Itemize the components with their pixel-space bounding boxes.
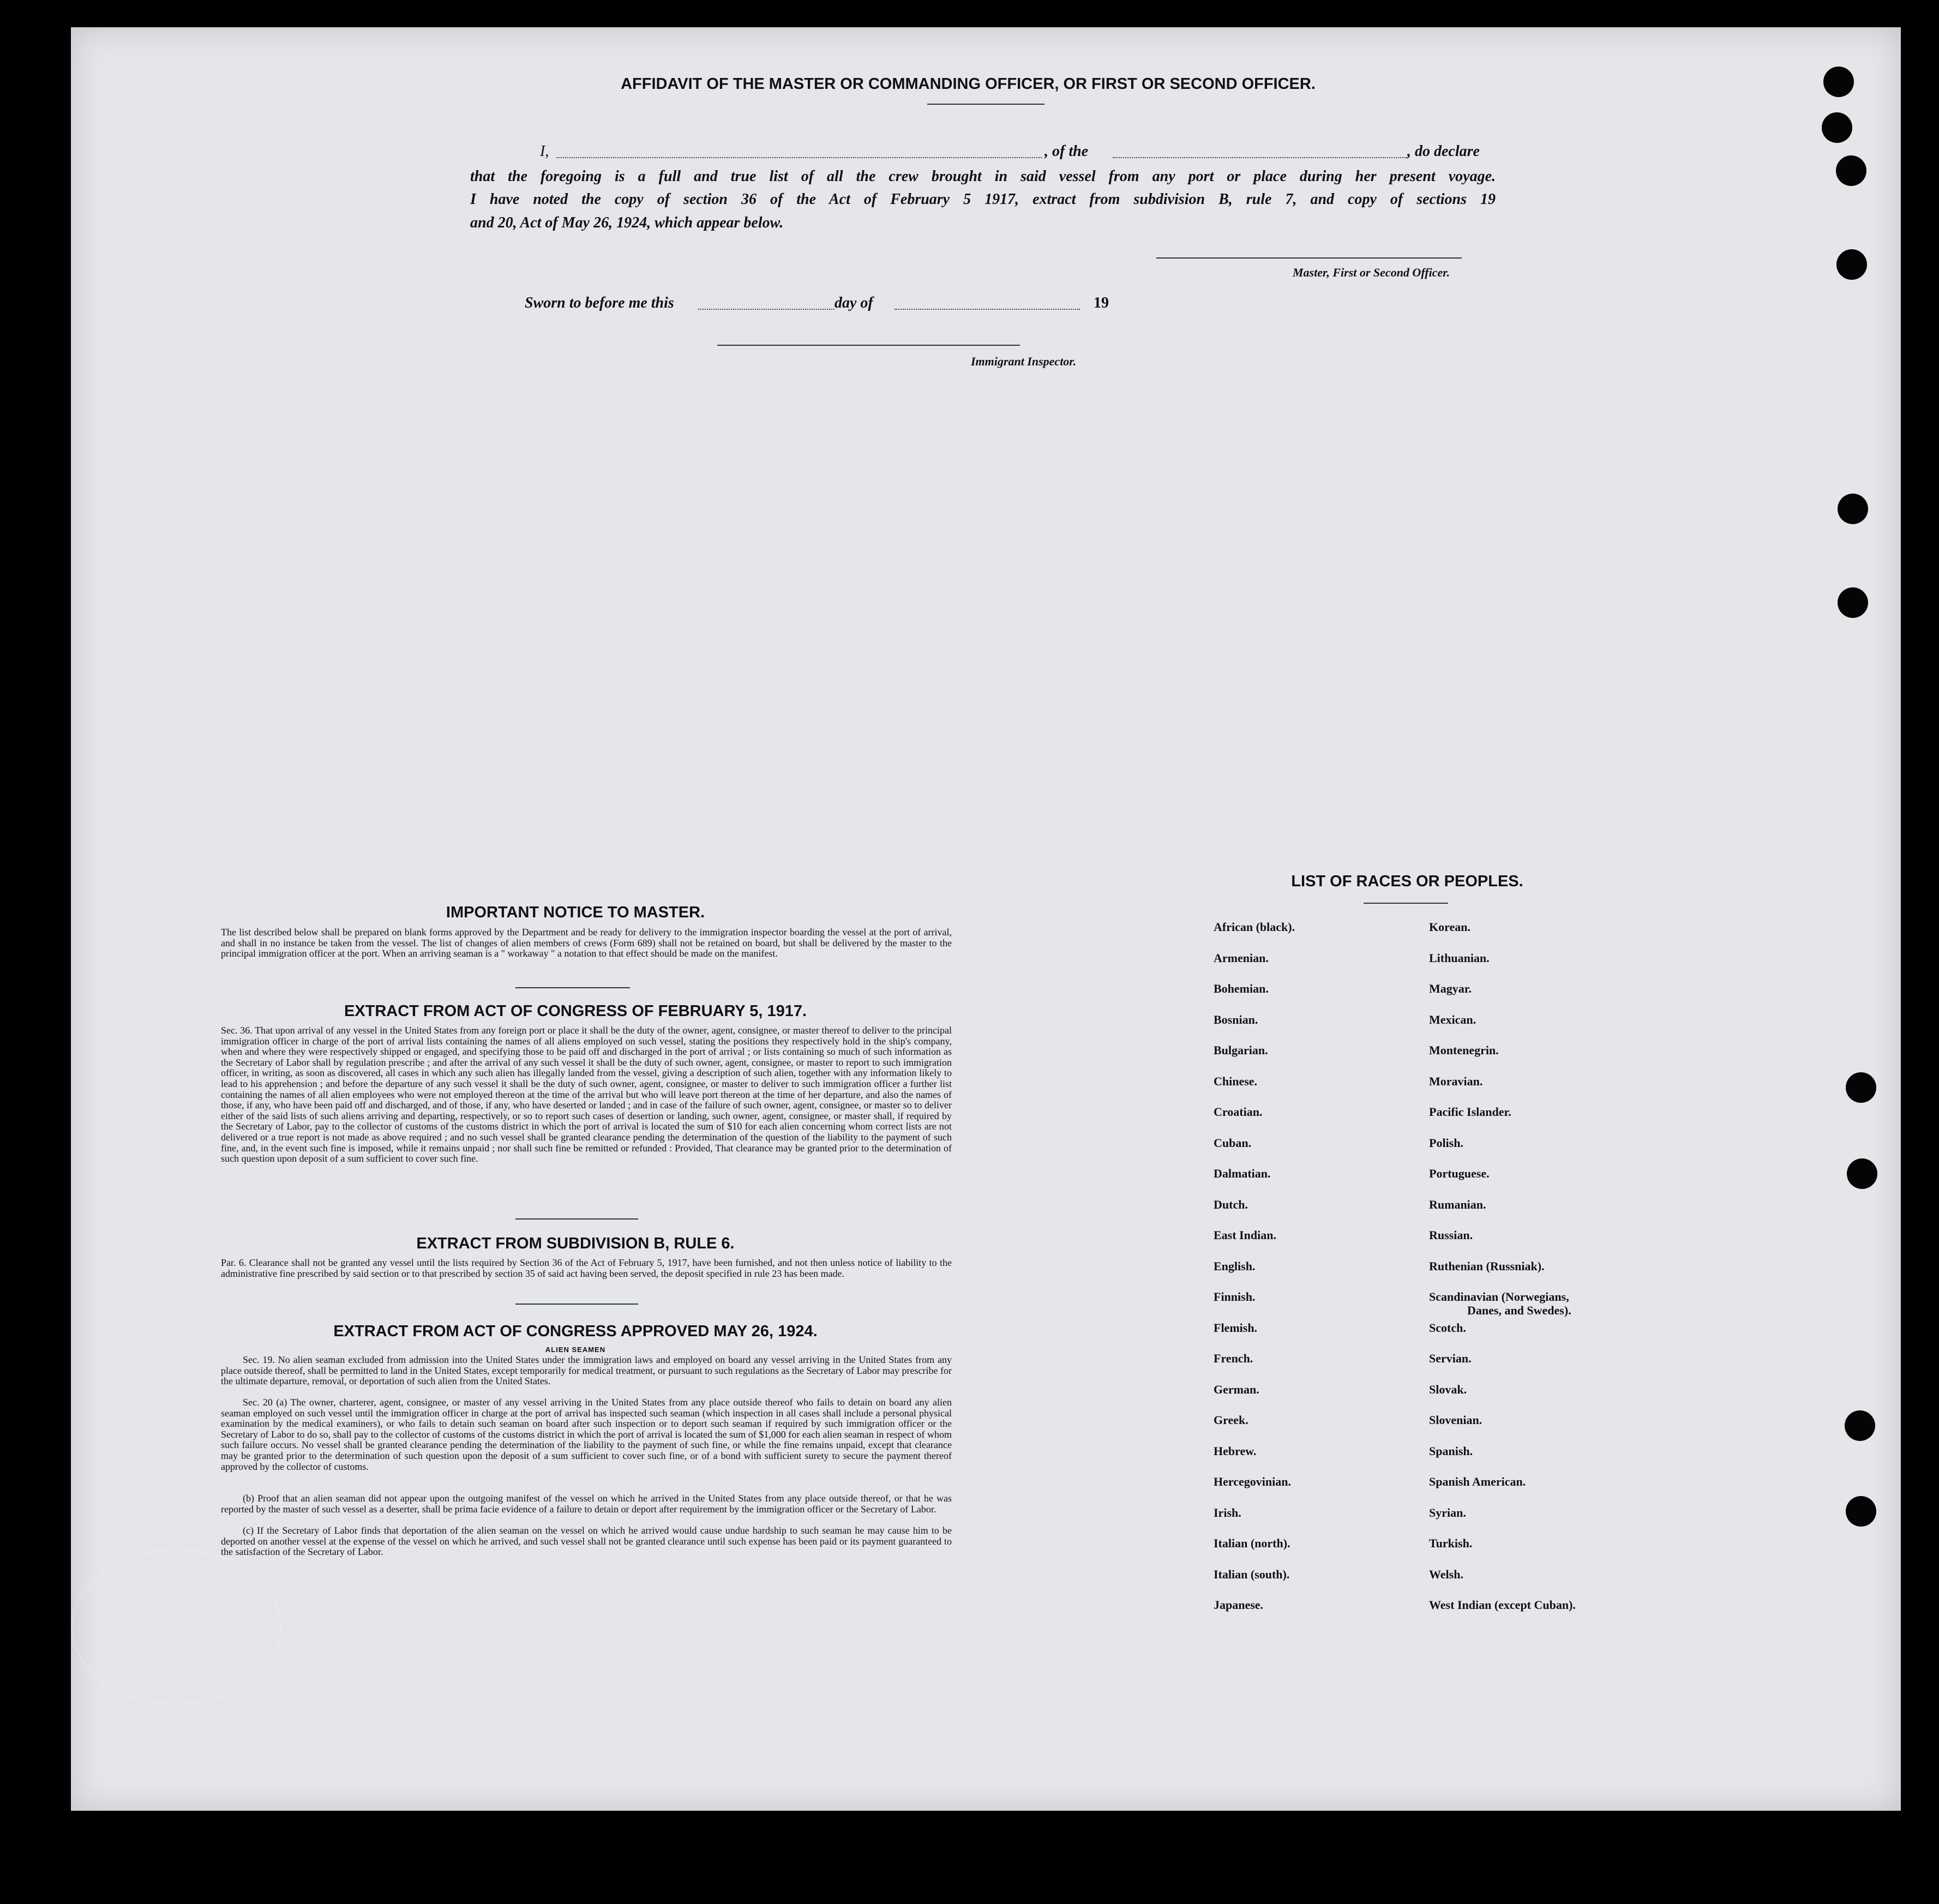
race-item: East Indian.	[1214, 1228, 1276, 1242]
race-item: Dutch.	[1214, 1197, 1248, 1211]
race-item: English.	[1214, 1259, 1256, 1273]
affidavit-line4: and 20, Act of May 26, 1924, which appear below.	[470, 214, 784, 231]
race-item: Turkish.	[1429, 1536, 1473, 1550]
affidavit-i: I,	[540, 143, 549, 160]
subdivision-body: Par. 6. Clearance shall not be granted any vessel until the lists required by Section 36 of the Act of February 5, 1917, have been furnished, and not then unless notice of liability to the administrative fine prescribed by said section or to that prescribed by section 35 of said act having been served, the deposit specified in rule 23 has been made.	[221, 1257, 952, 1279]
section-divider	[515, 1218, 638, 1220]
race-item: Croatian.	[1214, 1105, 1263, 1119]
affidavit-do-declare: , do declare	[1407, 143, 1480, 160]
binder-hole	[1838, 494, 1868, 524]
binder-hole	[1823, 67, 1854, 97]
race-item: Lithuanian.	[1429, 951, 1490, 965]
race-item: Pacific Islander.	[1429, 1105, 1511, 1119]
name-blank-line	[556, 157, 1042, 158]
title-underline	[927, 104, 1044, 105]
race-item: Irish.	[1214, 1505, 1241, 1519]
race-item: African (black).	[1214, 920, 1295, 934]
section-divider	[515, 987, 630, 988]
races-right-column	[1429, 921, 1576, 1630]
sworn-year: 19	[1094, 295, 1109, 311]
race-item: Bosnian.	[1214, 1012, 1258, 1026]
race-item: Finnish.	[1214, 1290, 1256, 1304]
extract-1924-title: EXTRACT FROM ACT OF CONGRESS APPROVED MAY 26, 1924.	[333, 1323, 818, 1340]
race-item: Dalmatian.	[1214, 1167, 1271, 1180]
inspector-signature-line	[717, 345, 1020, 346]
race-item: Servian.	[1429, 1352, 1472, 1365]
affidavit-title: AFFIDAVIT OF THE MASTER OR COMMANDING OFFICER, OR FIRST OR SECOND OFFICER.	[621, 75, 1316, 93]
race-item: Scandinavian (Norwegians,	[1429, 1290, 1569, 1304]
sworn-day-of: day of	[835, 295, 873, 311]
race-item: Korean.	[1429, 920, 1470, 934]
race-item: Welsh.	[1429, 1567, 1463, 1581]
extract-1924-sec20c: (c) If the Secretary of Labor finds that deportation of the alien seaman on the vessel on which he arrived would cause undue hardship to such seaman he may cause him to be deported on another vessel at the expense of the vessel on which he arrived, and such vessel shall not be granted clearance until such expense has been paid or its payment guaranteed to the satisfaction of the Secretary of Labor.	[221, 1525, 952, 1558]
race-item: Rumanian.	[1429, 1197, 1486, 1211]
extract-1917-title: EXTRACT FROM ACT OF CONGRESS OF FEBRUARY 5, 1917.	[344, 1002, 807, 1020]
races-title-underline	[1364, 903, 1448, 904]
race-item: Greek.	[1214, 1413, 1248, 1427]
notice-title: IMPORTANT NOTICE TO MASTER.	[446, 904, 705, 921]
race-item: German.	[1214, 1382, 1259, 1396]
race-item: Hebrew.	[1214, 1444, 1257, 1458]
affidavit-line2: that the foregoing is a full and true list of all the crew brought in said vessel from any port or place during her present voyage.	[470, 168, 1496, 185]
race-item: West Indian (except Cuban).	[1429, 1598, 1576, 1612]
race-item: Montenegrin.	[1429, 1043, 1499, 1057]
race-item: Armenian.	[1214, 951, 1269, 965]
section-divider	[515, 1304, 638, 1305]
race-item: Slovenian.	[1429, 1413, 1482, 1427]
binder-hole	[1838, 587, 1868, 618]
subdivision-title: EXTRACT FROM SUBDIVISION B, RULE 6.	[416, 1235, 735, 1252]
sworn-prefix: Sworn to before me this	[525, 295, 674, 311]
extract-1917-body: Sec. 36. That upon arrival of any vessel in the United States from any foreign port or place it shall be the duty of the owner, agent, consignee, or master thereof to deliver to the principal immigration officer in charge of the port of arrival lists containing the names of all aliens employed on such vessel, stating the positions they respectively hold in the ship's company, when and where they were respectively shipped or engaged, and specifying those to be paid off and discharged in the port of arrival ; or lists containing so much of such information as the Secretary of Labor shall by regulation prescribe ; and after the arrival of any such vessel it shall be the duty of such owner, agent, consignee, or master to report to such immigration officer, in writing, as soon as discovered, all cases in which any such alien has illegally landed from the vessel, giving a description of such alien, together with any information likely to lead to his apprehension ; and before the departure of any such vessel it shall be the duty of such owner, agent, consignee, or master to deliver to such immigration officer a further list containing the names of all alien employees who were not employed thereon at the time of the arrival but who will leave port thereon at the time of her departure, and also the names of those, if any, who have been paid off and discharged, and of those, if any, who have deserted or landed ; and in case of the failure of such owner, agent, consignee, or master so to deliver either of the said lists of such aliens arriving and departing, respectively, or so to report such cases of desertion or landing, such owner, agent, consignee, or master shall, if required by the Secretary of Labor, pay to the collector of customs of the customs district in which the port of arrival is located the sum of $10 for each alien concerning whom correct lists are not delivered or a true report is not made as above required ; and no such vessel shall be granted clearance pending the determination of the question of the liability to the payment of such fine, and, in the event such fine is imposed, while it remains unpaid ; nor shall such fine be remitted or refunded : Provided, That clearance may be granted prior to the determination of such question upon deposit of a sum sufficient to cover such fine.	[221, 1025, 952, 1164]
race-item: Moravian.	[1429, 1074, 1483, 1088]
race-item: Russian.	[1429, 1228, 1473, 1242]
binder-hole	[1836, 155, 1866, 186]
extract-1924-sec20a: Sec. 20 (a) The owner, charterer, agent, consignee, or master of any vessel arriving in the United States from any place outside thereof who fails to detain on board any alien seaman employed on such vessel until the immigration officer in charge at the port of arrival has inspected such seaman (which inspection in all cases shall include a personal physical examination by the medical examiners), or who fails to detain such seaman on board after such inspection or to deport such seaman if required by such immigration officer or the Secretary of Labor to do so, shall pay to the collector of customs of the customs district in which the port of arrival is located the sum of $1,000 for each alien seaman in respect of whom such failure occurs. No vessel shall be granted clearance pending the determination of the liability to the payment of such fine, or while the fine remains unpaid, except that clearance may be granted prior to the determination of such question upon the deposit of a sum sufficient to cover such fine, or of a bond with sufficient surety to secure the payment thereof approved by the collector of customs.	[221, 1397, 952, 1472]
race-item: Bohemian.	[1214, 982, 1269, 995]
sworn-month-blank	[895, 309, 1080, 310]
affidavit-of-the: , of the	[1044, 143, 1089, 160]
race-item: Bulgarian.	[1214, 1043, 1268, 1057]
affidavit-line3: I have noted the copy of section 36 of the Act of February 5 1917, extract from subdivision B, rule 7, and copy of sections 19	[470, 191, 1496, 208]
binder-hole	[1847, 1158, 1877, 1189]
race-item: Chinese.	[1214, 1074, 1258, 1088]
race-item: Ruthenian (Russniak).	[1429, 1259, 1545, 1273]
race-item: Polish.	[1429, 1136, 1463, 1150]
vessel-blank-line	[1113, 157, 1407, 158]
race-item: Hercegovinian.	[1214, 1475, 1291, 1488]
binder-hole	[1846, 1496, 1876, 1527]
extract-1924-sec19: Sec. 19. No alien seaman excluded from admission into the United States under the immigration laws and employed on board any vessel arriving in the United States from any place outside thereof, shall be permitted to land in the United States, except temporarily for medical treatment, or pursuant to such regulations as the Secretary of Labor may prescribe for the ultimate departure, removal, or deportation of such alien from the United States.	[221, 1354, 952, 1387]
binder-hole	[1836, 249, 1867, 280]
binder-hole	[1822, 112, 1852, 143]
race-item: Flemish.	[1214, 1320, 1258, 1335]
race-item: Italian (south).	[1214, 1567, 1290, 1581]
race-item: Portuguese.	[1429, 1167, 1490, 1180]
faded-seal-stamp	[71, 1549, 281, 1705]
sworn-day-blank	[698, 309, 835, 310]
race-item: Scotch.	[1429, 1320, 1466, 1335]
extract-1924-sec20b: (b) Proof that an alien seaman did not appear upon the outgoing manifest of the vessel on which he arrived in the United States from any place outside thereof, or that he was reported by the master of such vessel as a deserter, shall be prima facie evidence of a failure to detain or deport after requirement by the immigration officer or the Secretary of Labor.	[221, 1493, 952, 1515]
extract-1924-subtitle: ALIEN SEAMEN	[545, 1346, 606, 1354]
notice-body: The list described below shall be prepared on blank forms approved by the Department and be ready for delivery to the immigration inspector boarding the vessel at the port of arrival, and shall in no instance be taken from the vessel. The list of changes of alien members of crews (Form 689) shall not be retained on board, but shall be delivered by the master to the principal immigration officer at the port. When an arriving seaman is a " workaway " a notation to that effect should be made on the manifest.	[221, 927, 952, 959]
race-item: Magyar.	[1429, 982, 1472, 995]
race-item: Mexican.	[1429, 1012, 1476, 1026]
binder-hole	[1846, 1072, 1876, 1103]
race-item: Japanese.	[1214, 1598, 1264, 1612]
race-item-continuation: Danes, and Swedes).	[1467, 1304, 1571, 1317]
race-item: Italian (north).	[1214, 1536, 1290, 1550]
race-item: Cuban.	[1214, 1136, 1252, 1150]
race-item: Slovak.	[1429, 1382, 1467, 1396]
race-item: Syrian.	[1429, 1505, 1466, 1519]
race-item: Spanish American.	[1429, 1475, 1526, 1488]
signature-line	[1156, 257, 1462, 259]
race-item: French.	[1214, 1352, 1253, 1365]
inspector-label: Immigrant Inspector.	[971, 355, 1077, 368]
race-item: Spanish.	[1429, 1444, 1473, 1458]
races-left-column	[1214, 921, 1295, 1630]
signature-label: Master, First or Second Officer.	[1293, 266, 1450, 279]
binder-hole	[1845, 1410, 1875, 1441]
races-title: LIST OF RACES OR PEOPLES.	[1291, 873, 1523, 890]
